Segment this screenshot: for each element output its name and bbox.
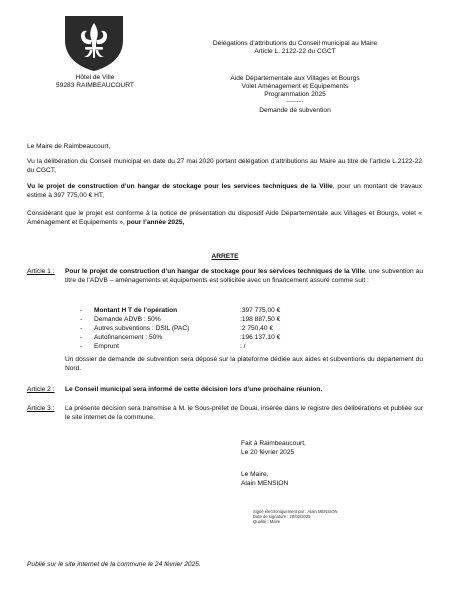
financing-dash: - — [80, 334, 83, 341]
article-1-subsidy: , une subvention au titre de l’ADVB – aménagements et équipements est sollicitée avec un financement assuré comme suit : — [65, 268, 423, 284]
article-1-followup: Un dossier de demande de subvention sera déposé sur la plateforme dédiée aux aides et subventions du département du Nord. — [65, 356, 423, 372]
financing-dash: - — [80, 343, 83, 350]
financing-amount: 196 137,10 € — [241, 334, 281, 341]
financing-value: : 196 137,10 € — [240, 334, 281, 341]
e-signature-date: Date de signature : 20/02/2025 — [253, 514, 311, 519]
arrete-heading: ARRETE — [211, 253, 239, 260]
financing-row — [80, 315, 346, 324]
financing-label: Autres subventions : DSIL (PAC) — [94, 325, 190, 332]
subject-line: Demande de subvention — [259, 107, 331, 114]
postal-city: 59283 RAIMBEAUCOURT — [56, 82, 134, 89]
vu-project-bold: Vu le projet de construction d’un hangar de stockage pour les services techniques de la Ville — [27, 183, 333, 190]
financing-row — [80, 333, 346, 342]
vu-project — [27, 183, 422, 200]
financing-label: Montant H T de l’opération — [94, 307, 178, 314]
town-crest-logo — [63, 14, 125, 72]
mayor-title: Le Maire, — [241, 471, 269, 478]
financing-label: Autofinancement : 50% — [94, 334, 163, 341]
program-line-3: Programmation 2025 — [264, 91, 326, 98]
financing-row — [80, 324, 346, 333]
financing-amount: 2 750,40 € — [241, 325, 274, 332]
header-article: Article L. 2122-22 du CGCT — [254, 48, 336, 55]
financing-value: : / — [240, 343, 246, 350]
financing-amount: 198 887,50 € — [241, 316, 281, 323]
financing-value: : 198 887,50 € — [240, 316, 281, 323]
financing-dash: - — [80, 307, 83, 314]
publication-note: Publié sur le site internet de la commune le 24 février 2025. — [27, 561, 201, 568]
town-hall-label: Hôtel de Ville — [75, 74, 115, 81]
opening-line: Le Maire de Raimbeaucourt, — [27, 143, 111, 150]
header-separator: ---------- — [286, 99, 304, 105]
financing-row — [80, 306, 346, 315]
vu-deliberation: Vu la délibération du Conseil municipal en date du 27 mai 2020 portant délégation d’attributions au Maire au titre de l’article L.2122-22 du CGCT, — [27, 158, 422, 174]
article-2-label: Article 2 : — [27, 386, 55, 393]
considering — [27, 210, 422, 227]
financing-row — [80, 342, 346, 351]
article-1-text — [65, 268, 423, 285]
mayor-name: Alain MENSION — [241, 480, 289, 487]
header-title: Délégations d’attributions du Conseil municipal au Maire — [212, 40, 378, 47]
article-3-label: Article 3 : — [27, 405, 55, 412]
e-signature-role: Qualité : Maire — [253, 519, 281, 524]
article-1-label: Article 1 : — [27, 268, 55, 275]
signature-date: Le 20 février 2025 — [241, 449, 295, 456]
article-3-text: La présente décision sera transmise à M. le Sous-préfet de Douai, insérée dans le registre des délibérations et publiée sur le site internet de la commune. — [65, 405, 423, 421]
financing-value: : 2 750,40 € — [240, 325, 274, 332]
article-1-project: Pour le projet de construction d’un hangar de stockage pour les services techniques de la Ville — [65, 268, 365, 275]
financing-dash: - — [80, 325, 83, 332]
considering-year: pour l’année 2025, — [126, 218, 185, 226]
financing-label: Emprunt — [94, 343, 119, 350]
considering-text: Considérant que le projet est conforme à la notice de présentation du dispositif Aide Départementale aux Villages et Bourgs, volet « Aménagement et Equipements », — [27, 210, 422, 226]
article-2-text: Le Conseil municipal sera informé de cette décision lors d’une prochaine réunion. — [65, 386, 323, 393]
financing-value: : 397 775,00 € — [240, 307, 281, 314]
program-line-2: Volet Aménagement et Equipements — [241, 83, 349, 90]
financing-dash: - — [80, 316, 83, 323]
vu-project-amount: , pour un montant de travaux estimé à 397 775,00 € HT, — [27, 183, 422, 199]
e-signature-by: Signé électroniquement par : Alain MENSION — [253, 509, 338, 514]
done-at: Fait à Raimbeaucourt, — [241, 440, 306, 447]
financing-amount: 397 775,00 € — [241, 307, 281, 314]
program-line-1: Aide Départementale aux Villages et Bourgs — [230, 75, 360, 82]
financing-label: Demande ADVB : 50% — [94, 316, 161, 323]
